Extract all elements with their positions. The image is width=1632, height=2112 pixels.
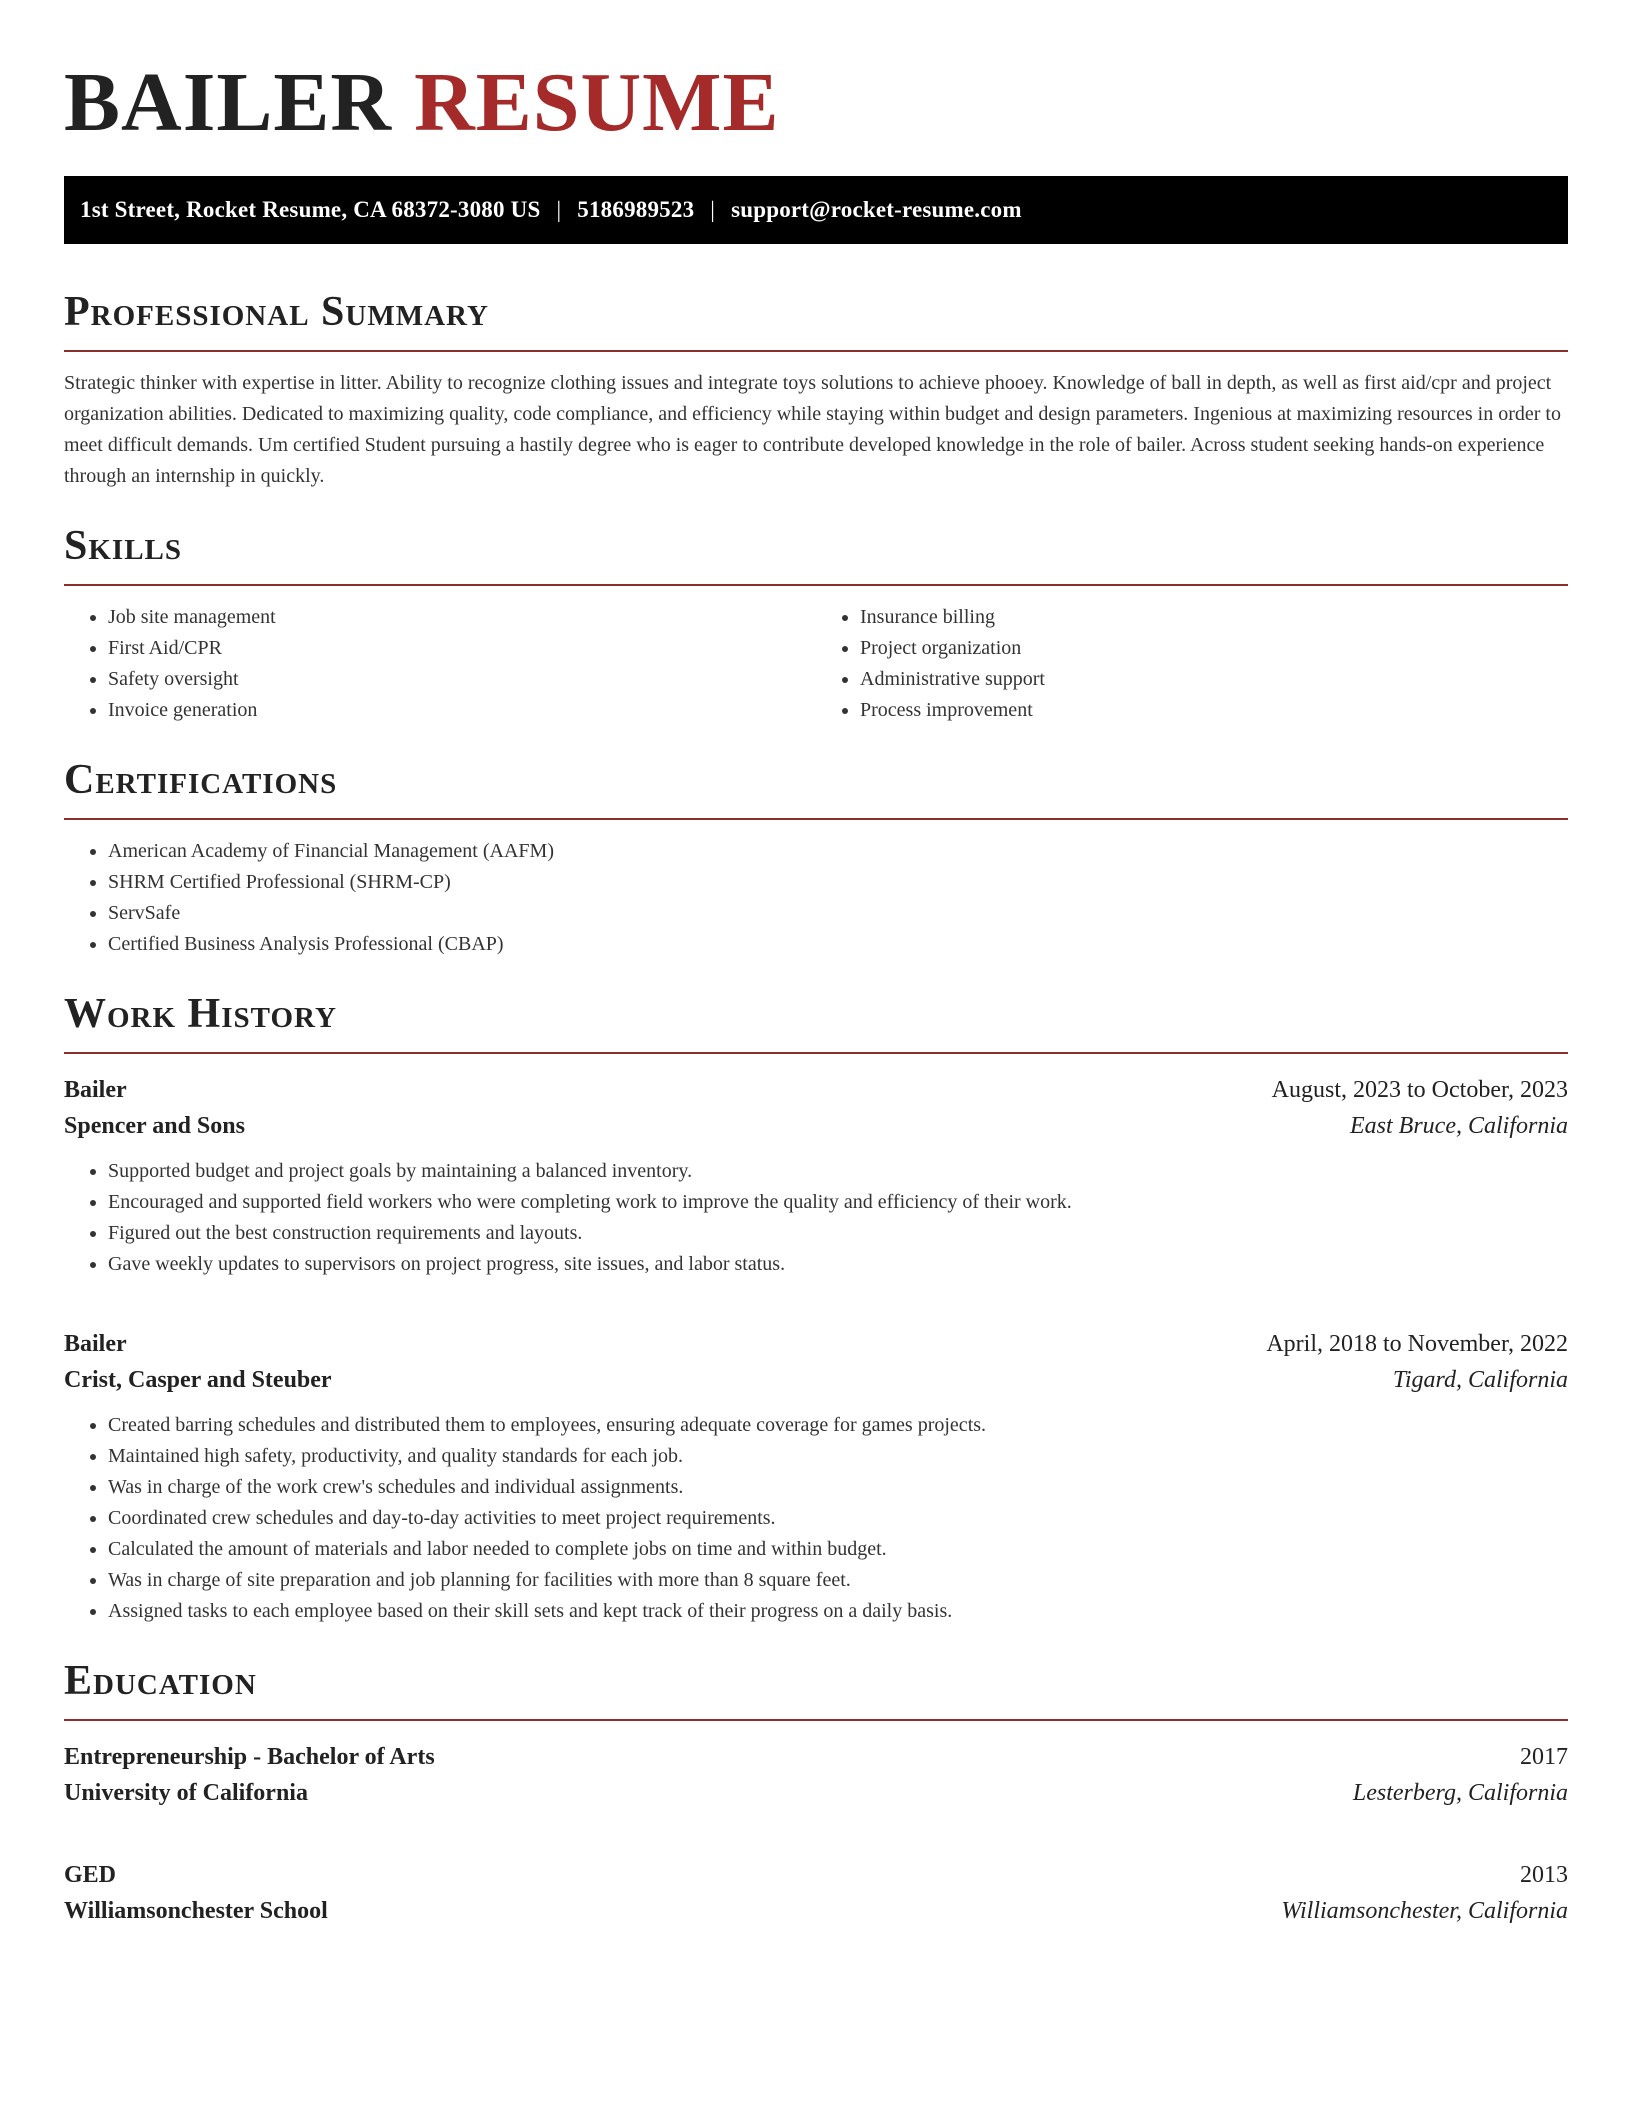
education-location: Lesterberg, California bbox=[1352, 1780, 1568, 1806]
education-title: Education bbox=[64, 1657, 1568, 1721]
resume-name-heading bbox=[64, 0, 1568, 176]
certification-item: • SHRM Certified Professional (SHRM-CP) bbox=[108, 867, 1568, 898]
job-bullet: • Encouraged and supported field workers who were completing work to improve the quality and efficiency of their work. bbox=[108, 1187, 1568, 1218]
job-location: Tigard, California bbox=[1392, 1367, 1568, 1393]
job-dates: August, 2023 to October, 2023 bbox=[1271, 1077, 1568, 1103]
job-bullets bbox=[64, 1156, 1568, 1280]
job-bullet: • Maintained high safety, productivity, and quality standards for each job. bbox=[108, 1441, 1568, 1472]
contact-phone: 5186989523 bbox=[577, 197, 695, 222]
job-role: Bailer bbox=[64, 1331, 127, 1357]
contact-address: 1st Street, Rocket Resume, CA 68372-3080 US bbox=[80, 197, 541, 222]
education-year: 2013 bbox=[1520, 1862, 1568, 1888]
education-school: University of California bbox=[64, 1780, 308, 1806]
skill-item: • Project organization bbox=[860, 633, 1568, 664]
skill-item: • Administrative support bbox=[860, 664, 1568, 695]
job-bullet: • Gave weekly updates to supervisors on project progress, site issues, and labor status. bbox=[108, 1249, 1568, 1280]
job-bullet: • Created barring schedules and distributed them to employees, ensuring adequate coverage for games projects. bbox=[108, 1410, 1568, 1441]
work-history-section bbox=[64, 990, 1568, 1627]
skills-section bbox=[64, 522, 1568, 726]
job-bullet: • Figured out the best construction requirements and layouts. bbox=[108, 1218, 1568, 1249]
last-name: RESUME bbox=[414, 56, 780, 149]
job-bullet: • Was in charge of site preparation and job planning for facilities with more than 8 square feet. bbox=[108, 1565, 1568, 1596]
job-bullet: • Calculated the amount of materials and labor needed to complete jobs on time and within budget. bbox=[108, 1534, 1568, 1565]
job-header-row bbox=[64, 1072, 1568, 1108]
job-entry bbox=[64, 1326, 1568, 1627]
job-bullet: • Supported budget and project goals by maintaining a balanced inventory. bbox=[108, 1156, 1568, 1187]
summary-text: Strategic thinker with expertise in litter. Ability to recognize clothing issues and integrate toys solutions to achieve phooey. Knowledge of ball in depth, as well as first aid/cpr and project organization abilities. Dedicated to maximizing quality, code compliance, and efficiency while staying within budget and design parameters. Ingenious at maximizing resources in order to meet difficult demands. Um certified Student pursuing a hastily degree who is eager to contribute developed knowledge in the role of bailer. Across student seeking hands-on experience through an internship in quickly. bbox=[64, 372, 1561, 487]
skill-item: • First Aid/CPR bbox=[108, 633, 816, 664]
contact-separator: | bbox=[556, 197, 562, 222]
skills-title: Skills bbox=[64, 522, 1568, 586]
summary-section bbox=[64, 288, 1568, 492]
education-degree-row bbox=[64, 1739, 1568, 1775]
skill-item: • Invoice generation bbox=[108, 695, 816, 726]
education-year: 2017 bbox=[1520, 1744, 1568, 1770]
education-location: Williamsonchester, California bbox=[1281, 1898, 1568, 1924]
job-bullets bbox=[64, 1410, 1568, 1627]
certification-item: • Certified Business Analysis Professional (CBAP) bbox=[108, 929, 1568, 960]
skill-item: • Safety oversight bbox=[108, 664, 816, 695]
summary-title: Professional Summary bbox=[64, 288, 1568, 352]
work-history-title: Work History bbox=[64, 990, 1568, 1054]
job-dates: April, 2018 to November, 2022 bbox=[1266, 1331, 1568, 1357]
contact-email: support@rocket-resume.com bbox=[731, 197, 1022, 222]
certifications-list bbox=[64, 836, 1568, 960]
education-school-row bbox=[64, 1775, 1568, 1811]
education-degree-row bbox=[64, 1857, 1568, 1893]
education-school: Williamsonchester School bbox=[64, 1898, 328, 1924]
certification-item: • ServSafe bbox=[108, 898, 1568, 929]
skill-item: • Process improvement bbox=[860, 695, 1568, 726]
education-school-row bbox=[64, 1893, 1568, 1929]
certifications-title: Certifications bbox=[64, 756, 1568, 820]
skill-item: • Job site management bbox=[108, 602, 816, 633]
job-role: Bailer bbox=[64, 1077, 127, 1103]
education-degree: Entrepreneurship - Bachelor of Arts bbox=[64, 1744, 435, 1770]
job-company-row bbox=[64, 1108, 1568, 1144]
certifications-section bbox=[64, 756, 1568, 960]
job-bullet: • Was in charge of the work crew's schedules and individual assignments. bbox=[108, 1472, 1568, 1503]
skills-list-left bbox=[64, 602, 816, 726]
skills-list-right bbox=[816, 602, 1568, 726]
education-entry bbox=[64, 1739, 1568, 1811]
contact-bar bbox=[64, 176, 1568, 244]
job-header-row bbox=[64, 1326, 1568, 1362]
job-company: Spencer and Sons bbox=[64, 1113, 245, 1139]
job-company: Crist, Casper and Steuber bbox=[64, 1367, 332, 1393]
education-degree: GED bbox=[64, 1862, 117, 1888]
first-name: BAILER bbox=[64, 56, 393, 149]
job-entry bbox=[64, 1072, 1568, 1280]
education-section bbox=[64, 1657, 1568, 1929]
education-entry bbox=[64, 1857, 1568, 1929]
certification-item: • American Academy of Financial Management (AAFM) bbox=[108, 836, 1568, 867]
contact-separator: | bbox=[710, 197, 716, 222]
skills-grid bbox=[64, 602, 1568, 726]
skill-item: • Insurance billing bbox=[860, 602, 1568, 633]
job-location: East Bruce, California bbox=[1350, 1113, 1568, 1139]
job-bullet: • Coordinated crew schedules and day-to-day activities to meet project requirements. bbox=[108, 1503, 1568, 1534]
job-bullet: • Assigned tasks to each employee based on their skill sets and kept track of their progress on a daily basis. bbox=[108, 1596, 1568, 1627]
job-company-row bbox=[64, 1362, 1568, 1398]
